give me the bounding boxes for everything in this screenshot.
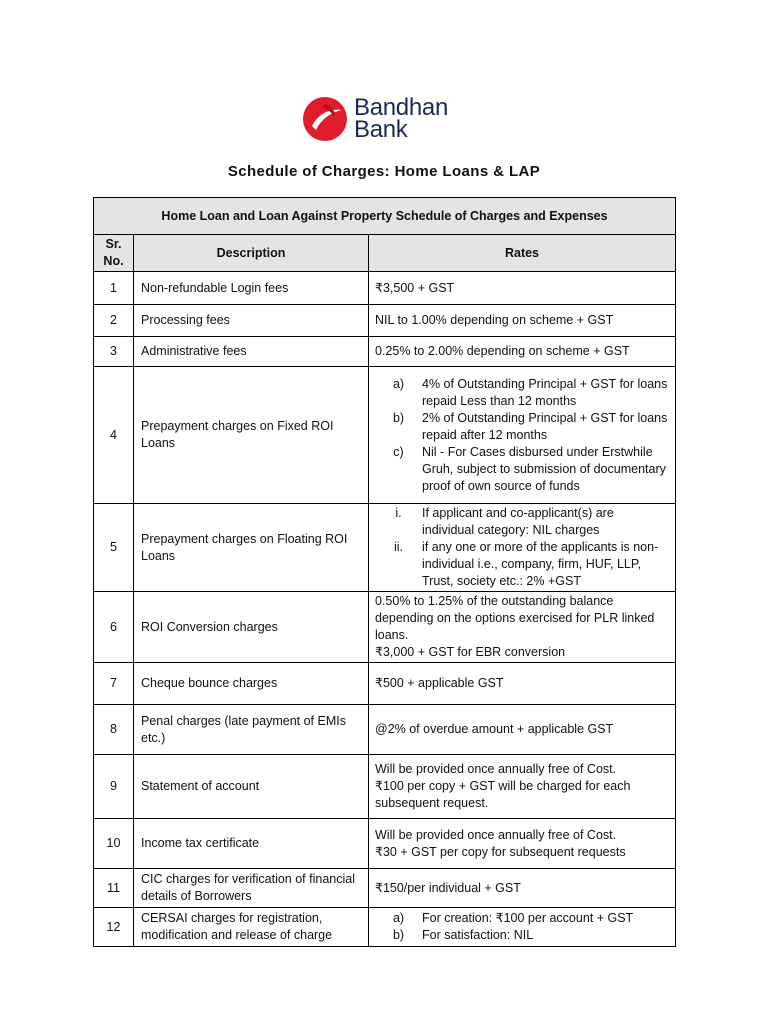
list-text: if any one or more of the applicants is non-individual i.e., company, firm, HUF, LLP, Trust, society etc.: 2% +GST (422, 540, 659, 588)
row-number: 8 (94, 705, 134, 755)
row-description: ROI Conversion charges (134, 592, 369, 663)
table-row (94, 908, 676, 947)
row-rate: NIL to 1.00% depending on scheme + GST (369, 305, 676, 337)
row-number: 10 (94, 819, 134, 869)
row-description: Non-refundable Login fees (134, 272, 369, 305)
list-marker: a) (392, 376, 405, 391)
row-description: CIC charges for verification of financial details of Borrowers (134, 869, 369, 908)
list-text: For satisfaction: NIL (422, 928, 534, 942)
rate-line: ₹30 + GST per copy for subsequent requests (375, 844, 626, 859)
table-row (94, 272, 676, 305)
list-text: 2% of Outstanding Principal + GST for loans repaid after 12 months (422, 410, 668, 442)
row-number: 11 (94, 869, 134, 908)
row-description: Prepayment charges on Fixed ROI Loans (134, 367, 369, 504)
row-rate-list (369, 908, 676, 947)
row-rate-list (369, 367, 676, 504)
brand-line-1: Bandhan (354, 94, 448, 121)
list-item (375, 910, 669, 927)
row-number: 6 (94, 592, 134, 663)
table-row (94, 337, 676, 367)
list-marker: b) (392, 410, 405, 425)
row-rate: ₹3,500 + GST (369, 272, 676, 305)
row-rate (369, 819, 676, 869)
row-description: Cheque bounce charges (134, 663, 369, 705)
row-description: Statement of account (134, 755, 369, 819)
row-rate: @2% of overdue amount + applicable GST (369, 705, 676, 755)
brand-line-2: Bank (354, 116, 408, 143)
rate-line: 0.50% to 1.25% of the outstanding balance depending on the options exercised for PLR linked loans. (375, 594, 655, 642)
list-item (375, 444, 669, 495)
row-number: 2 (94, 305, 134, 337)
table-row (94, 367, 676, 504)
rate-line: ₹3,000 + GST for EBR conversion (375, 645, 566, 659)
row-rate: ₹500 + applicable GST (369, 663, 676, 705)
list-text: 4% of Outstanding Principal + GST for loans repaid Less than 12 months (422, 376, 668, 408)
list-marker: c) (393, 444, 404, 459)
row-rate (369, 755, 676, 819)
list-item (375, 539, 669, 590)
header-rates: Rates (369, 235, 676, 272)
row-number: 9 (94, 755, 134, 819)
table-row (94, 755, 676, 819)
table-row (94, 819, 676, 869)
row-description: Processing fees (134, 305, 369, 337)
list-text: If applicant and co-applicant(s) are individual category: NIL charges (422, 506, 614, 537)
charges-table (93, 197, 676, 947)
bandhan-bank-logo (302, 96, 448, 142)
row-number: 7 (94, 663, 134, 705)
row-description: CERSAI charges for registration, modification and release of charge (134, 908, 369, 947)
rate-line: Will be provided once annually free of Cost. (375, 827, 617, 842)
row-description: Penal charges (late payment of EMIs etc.) (134, 705, 369, 755)
row-number: 4 (94, 367, 134, 504)
table-row (94, 504, 676, 592)
header-sr-no: Sr. No. (94, 235, 134, 272)
list-item (375, 505, 669, 539)
row-rate-list (369, 504, 676, 592)
row-number: 3 (94, 337, 134, 367)
list-text: Nil - For Cases disbursed under Erstwhile Gruh, subject to submission of documentary proof of own source of funds (422, 444, 666, 493)
header-description: Description (134, 235, 369, 272)
row-number: 12 (94, 908, 134, 947)
bandhan-logo-icon (302, 96, 348, 142)
row-rate: 0.25% to 2.00% depending on scheme + GST (369, 337, 676, 367)
row-description: Administrative fees (134, 337, 369, 367)
row-number: 1 (94, 272, 134, 305)
table-row (94, 305, 676, 337)
list-marker: a) (392, 911, 405, 925)
page-title: Schedule of Charges: Home Loans & LAP (227, 163, 541, 180)
table-caption: Home Loan and Loan Against Property Schedule of Charges and Expenses (94, 198, 676, 235)
table-row (94, 705, 676, 755)
table-row (94, 592, 676, 663)
list-marker: b) (392, 928, 405, 942)
list-marker: ii. (393, 540, 404, 554)
row-description: Income tax certificate (134, 819, 369, 869)
rate-line: ₹100 per copy + GST will be charged for each subsequent request. (375, 779, 631, 810)
table-row (94, 663, 676, 705)
row-rate (369, 592, 676, 663)
row-description: Prepayment charges on Floating ROI Loans (134, 504, 369, 592)
row-number: 5 (94, 504, 134, 592)
list-text: For creation: ₹100 per account + GST (422, 911, 634, 925)
table-row (94, 869, 676, 908)
list-item (375, 410, 669, 444)
rate-line: Will be provided once annually free of Cost. (375, 762, 617, 776)
row-rate: ₹150/per individual + GST (369, 869, 676, 908)
list-item (375, 927, 669, 944)
list-item (375, 376, 669, 410)
list-marker: i. (395, 506, 402, 520)
